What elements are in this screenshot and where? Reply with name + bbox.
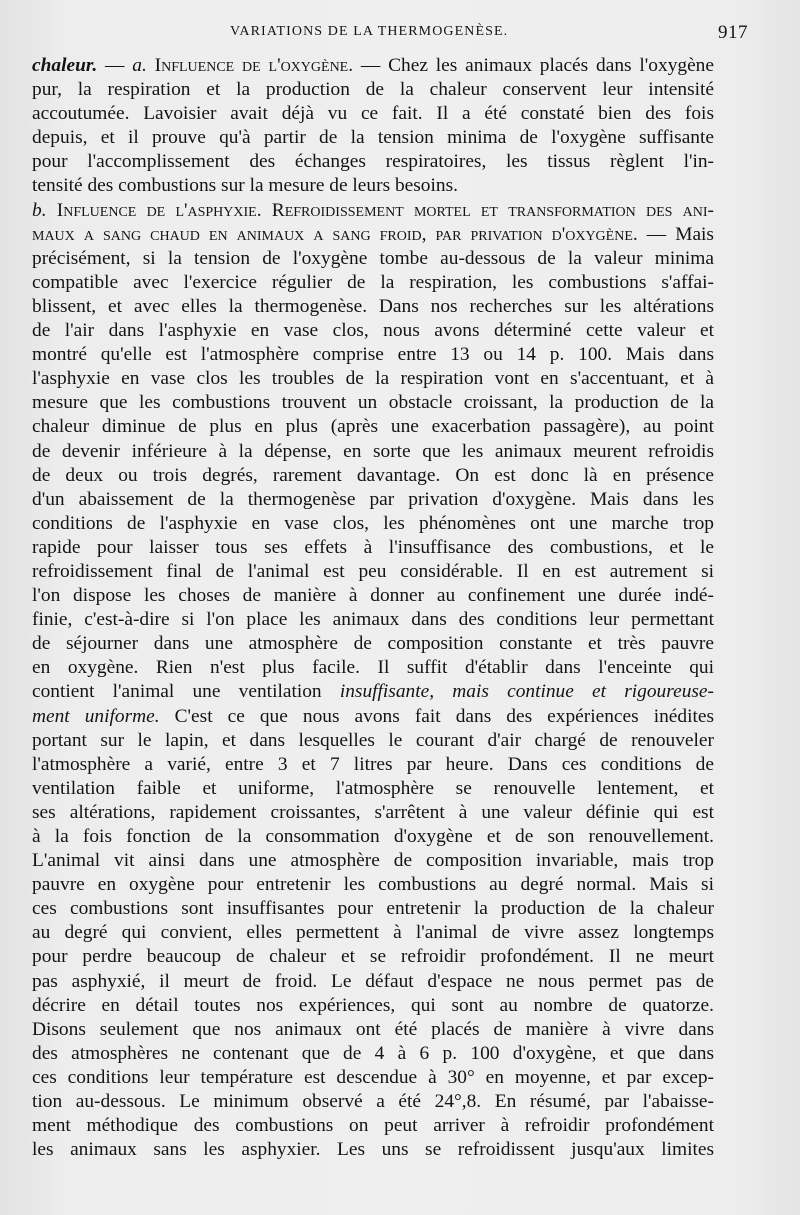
text-line [32, 777, 714, 801]
text-run: d'un abaissement de la thermogenèse par privation d'oxygène. Mais dans les [32, 488, 714, 510]
text-run: au degré qui convient, elles permettent à l'animal de vivre assez longtemps [32, 922, 714, 944]
text-run: refroidissement final de l'animal est peu considérable. Il en est autrement si [32, 560, 714, 582]
text-run: pauvre en oxygène pour entretenir les combustions au degré normal. Mais si [32, 874, 714, 896]
text-line [32, 1090, 714, 1114]
text-line [32, 512, 714, 536]
text-run: portant sur le lapin, et dans lesquelles le courant d'air chargé de renouveler [32, 729, 714, 751]
text-line [32, 801, 714, 825]
text-line [32, 753, 714, 777]
text-line [32, 343, 714, 367]
text-run: finie, c'est-à-dire si l'on place les animaux dans des conditions leur permettant [32, 609, 714, 631]
text-line [32, 994, 714, 1018]
text-run: l'asphyxie en vase clos les troubles de la respiration vont en s'accentuant, et à [32, 368, 714, 390]
text-run: pas asphyxié, il meurt de froid. Le défaut d'espace ne nous permet pas de [32, 970, 714, 992]
text-line [32, 78, 714, 102]
text-run: chaleur diminue de plus en plus (après une exacerbation passagère), au point [32, 416, 714, 438]
text-run: Disons seulement que nos animaux ont été placés de manière à vivre dans [32, 1018, 714, 1040]
text-run: de devenir inférieure à la dépense, en sorte que les animaux meurent refroidis [32, 440, 714, 462]
text-line [32, 102, 714, 126]
text-line [32, 970, 714, 994]
text-run: de deux ou trois degrés, rarement davantage. On est donc là en présence [32, 464, 714, 486]
text-run: ventilation faible et uniforme, l'atmosphère se renouvelle lentement, et [32, 777, 714, 799]
text-run [47, 200, 57, 221]
text-run: — [97, 55, 133, 76]
text-line [32, 1018, 714, 1042]
text-run: ses altérations, rapidement croissantes, s'arrêtent à une valeur définie qui est [32, 801, 714, 823]
text-run: les animaux sans les asphyxier. Les uns se refroidissent jusqu'aux limites [32, 1139, 714, 1161]
text-run: ces conditions leur température est descendue à 30° en moyenne, et par excep- [32, 1066, 714, 1088]
text-line [32, 921, 714, 945]
italic-run: chaleur. [32, 55, 98, 76]
text-line [32, 174, 714, 198]
text-line [32, 319, 714, 343]
text-run: depuis, et il prouve qu'à partir de la tension minima de l'oxygène suffisante [32, 127, 714, 149]
text-line [32, 1114, 714, 1138]
text-line [32, 560, 714, 584]
text-line [32, 825, 714, 849]
small-caps-run: maux a sang chaud en animaux a sang froid, par privation d'oxygène. [32, 223, 638, 245]
text-run: des atmosphères ne contenant que de 4 à 6 p. 100 d'oxygène, et que dans [32, 1042, 714, 1064]
text-line [32, 1042, 714, 1066]
text-run: de séjourner dans une atmosphère de composition constante et très pauvre [32, 633, 714, 655]
text-line [32, 415, 714, 439]
page-number: 917 [718, 22, 748, 43]
text-run: pur, la respiration et la production de la chaleur conservent leur intensité [32, 79, 714, 101]
text-line [32, 367, 714, 391]
text-run: l'atmosphère a varié, entre 3 et 7 litres par heure. Dans ces conditions de [32, 753, 714, 775]
text-run: pour l'accomplissement des échanges respiratoires, les tissus règlent l'in- [32, 151, 714, 173]
text-run: tion au-dessous. Le minimum observé a été 24°,8. En résumé, par l'abaisse- [32, 1091, 714, 1113]
text-run: accoutumée. Lavoisier avait déjà vu ce fait. Il a été constaté bien des fois [32, 103, 714, 125]
italic-run: ment uniforme. [32, 705, 160, 727]
text-run: l'on dispose les choses de manière à donner au confinement une durée indé- [32, 585, 714, 607]
body-text [32, 54, 714, 1162]
text-line [32, 729, 714, 753]
text-line [32, 945, 714, 969]
running-title: VARIATIONS DE LA THERMOGENÈSE. [230, 24, 509, 39]
text-run: mesure que les combustions trouvent un obstacle croissant, la production de la [32, 392, 714, 414]
text-line [32, 849, 714, 873]
text-run: à la fois fonction de la consommation d'oxygène et de son renouvellement. [32, 826, 714, 847]
text-run: conditions de l'asphyxie en vase clos, les phénomènes ont une marche trop [32, 512, 714, 534]
text-line [32, 199, 714, 223]
text-line [32, 608, 714, 632]
text-line [32, 271, 714, 295]
text-line [32, 295, 714, 319]
text-run: décrire en détail toutes nos expériences, qui sont au nombre de quatorze. [32, 994, 714, 1016]
text-run: compatible avec l'exercice régulier de la respiration, les combustions s'affai- [32, 271, 714, 293]
text-run: montré qu'elle est l'atmosphère comprise entre 13 ou 14 p. 100. Mais dans [32, 344, 714, 366]
text-run: ment méthodique des combustions on peut arriver à refroidir profondément [32, 1115, 714, 1137]
text-line [32, 584, 714, 608]
text-line [32, 1138, 714, 1162]
text-line [32, 873, 714, 897]
text-run: C'est ce que nous avons fait dans des expériences inédites [159, 705, 715, 727]
text-line [32, 464, 714, 488]
text-line [32, 223, 714, 247]
running-header [0, 22, 800, 50]
text-run: tensité des combustions sur la mesure de leurs besoins. [32, 175, 458, 197]
text-run: — Mais [637, 223, 714, 245]
text-run: de l'air dans l'asphyxie en vase clos, nous avons déterminé cette valeur et [32, 320, 714, 342]
text-line [32, 488, 714, 512]
italic-run: b. [32, 199, 47, 221]
text-line [32, 897, 714, 921]
text-line [32, 54, 714, 78]
small-caps-run: Influence de l'asphyxie. Refroidissement mortel et transformation des ani- [56, 199, 715, 221]
text-line [32, 247, 714, 271]
text-run: blissent, et avec elles la thermogenèse. Dans nos recherches sur les altérations [32, 295, 714, 317]
text-line [32, 1066, 714, 1090]
text-run: contient l'animal une ventilation [32, 681, 340, 703]
text-run: ces combustions sont insuffisantes pour entretenir la production de la chaleur [32, 898, 714, 920]
text-run: rapide pour laisser tous ses effets à l'insuffisance des combustions, et le [32, 536, 714, 558]
text-line [32, 126, 714, 150]
text-line [32, 680, 714, 704]
text-line [32, 705, 714, 729]
text-run: L'animal vit ainsi dans une atmosphère de composition invariable, mais trop [32, 850, 714, 872]
text-run: — Chez les animaux placés dans l'oxygène [353, 55, 714, 76]
text-line [32, 391, 714, 415]
text-line [32, 632, 714, 656]
small-caps-run: Influence de l'oxygène. [154, 55, 354, 76]
italic-run: a. [132, 55, 147, 76]
text-line [32, 656, 714, 680]
text-line [32, 150, 714, 174]
text-line [32, 536, 714, 560]
text-run: pour perdre beaucoup de chaleur et se refroidir profondément. Il ne meurt [32, 946, 714, 968]
text-run: en oxygène. Rien n'est plus facile. Il suffit d'établir dans l'enceinte qui [32, 657, 714, 679]
italic-run: insuffisante, mais continue et rigoureuse- [339, 681, 714, 703]
text-run [147, 55, 155, 76]
text-line [32, 440, 714, 464]
text-run: précisément, si la tension de l'oxygène tombe au-dessous de la valeur minima [32, 247, 714, 269]
